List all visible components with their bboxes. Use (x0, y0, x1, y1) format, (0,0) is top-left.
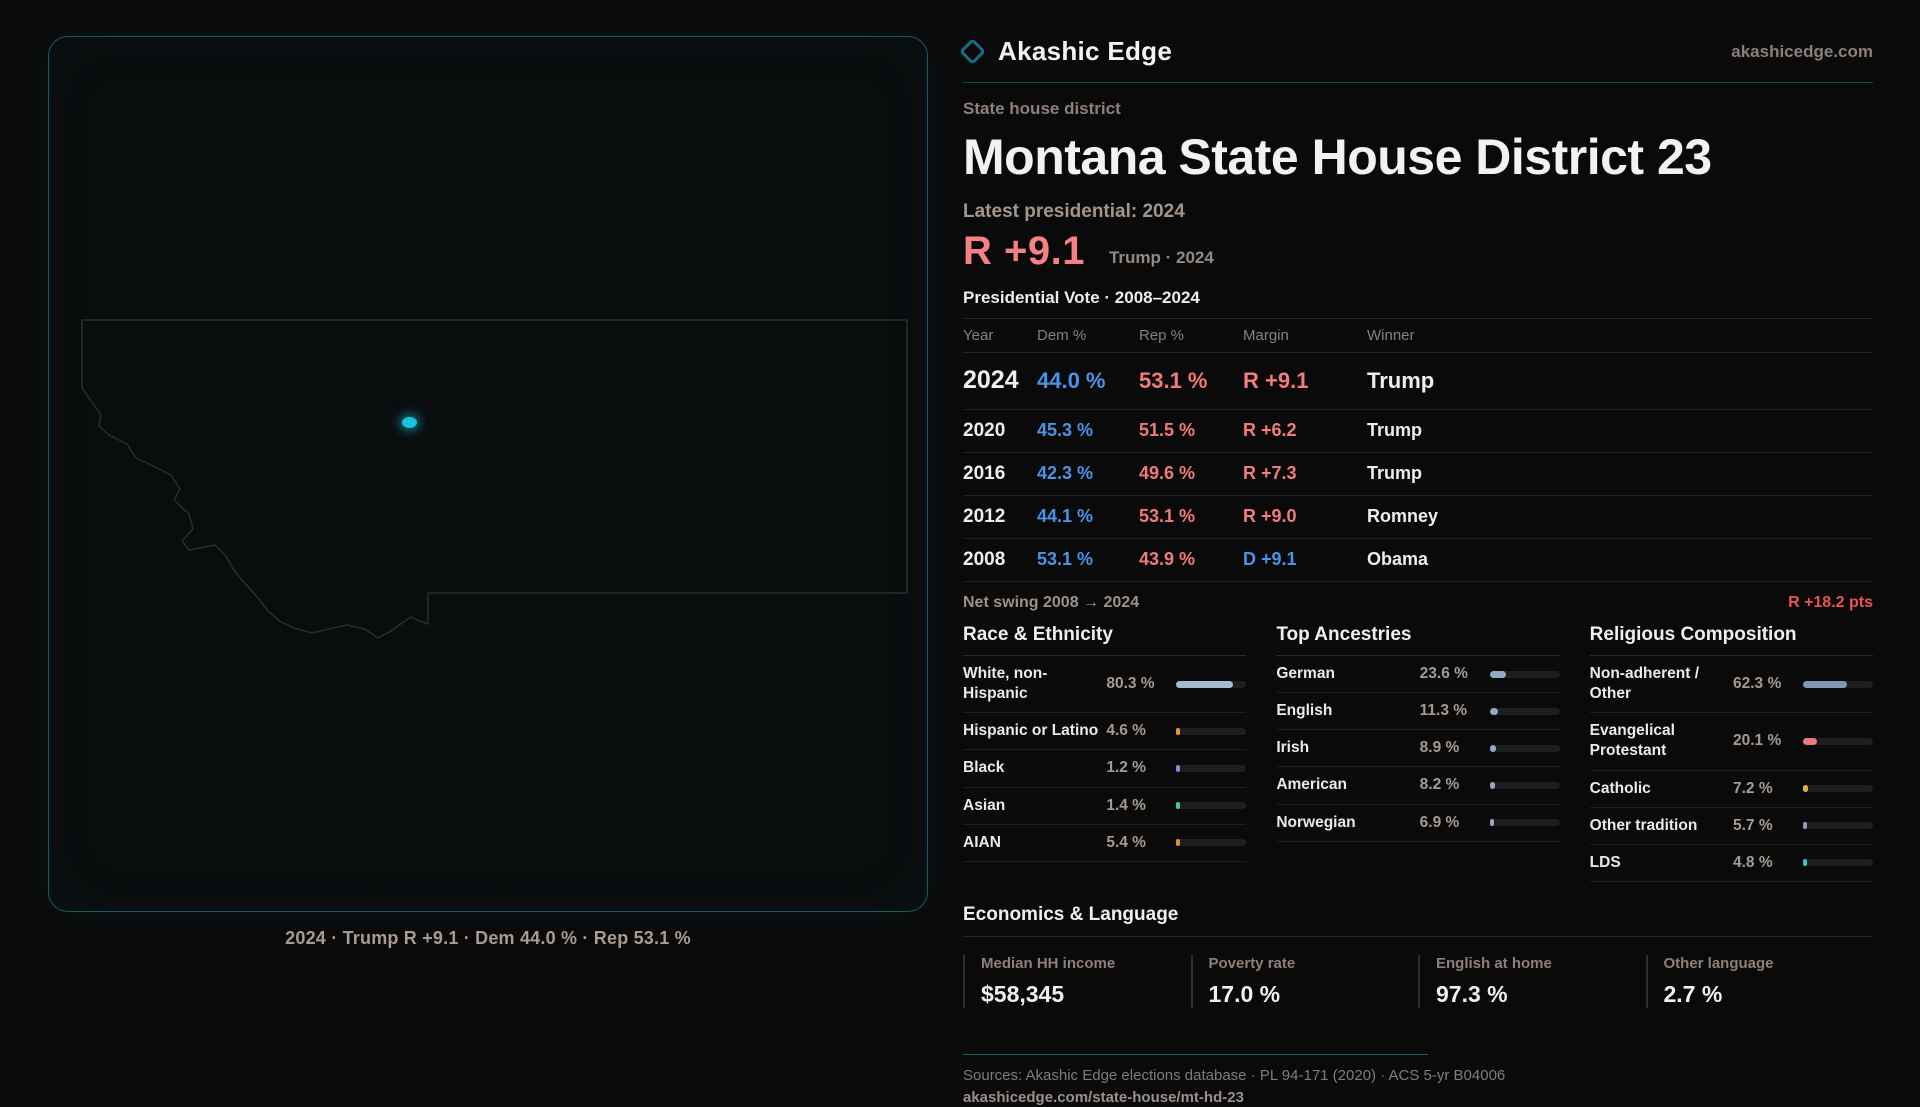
economics-section (963, 904, 1873, 1008)
map-caption: 2024 · Trump R +9.1 · Dem 44.0 % · Rep 53.1 % (285, 928, 691, 948)
vote-table-rows (963, 353, 1873, 582)
page-footer (963, 1054, 1873, 1107)
demo-row (1276, 767, 1559, 804)
cell-margin: D +9.1 (1243, 549, 1297, 569)
montana-state-outline (82, 320, 907, 638)
econ-stat-value: 17.0 % (1208, 980, 1281, 1007)
demo-row (1590, 713, 1873, 770)
cell-winner: Romney (1367, 506, 1439, 526)
demo-value: 5.7 % (1733, 816, 1773, 834)
cell-margin: R +9.0 (1243, 506, 1297, 526)
cell-year: 2016 (963, 463, 1006, 484)
demo-column-race (963, 624, 1246, 862)
cell-year: 2008 (963, 549, 1006, 570)
demo-value: 1.2 % (1106, 759, 1146, 777)
vote-table-row (963, 539, 1873, 582)
demo-column-title: Race & Ethnicity (963, 624, 1246, 656)
econ-stat-label: Median HH income (981, 954, 1116, 972)
demo-column-religion (1590, 624, 1873, 882)
kicker: State house district (963, 99, 1121, 118)
col-dem: Dem % (1037, 327, 1087, 344)
demo-label: AIAN (963, 833, 1001, 851)
demo-row (1276, 730, 1559, 767)
cell-rep-pct: 49.6 % (1139, 463, 1196, 483)
cell-dem-pct: 53.1 % (1037, 549, 1094, 569)
demo-bar (1490, 671, 1560, 678)
demo-row (963, 825, 1246, 862)
demo-value: 20.1 % (1733, 732, 1782, 750)
demo-row (1276, 656, 1559, 693)
demo-label: American (1276, 776, 1347, 794)
site-header (963, 36, 1873, 83)
demo-bar (1490, 708, 1560, 715)
demo-bar-fill (1176, 681, 1232, 688)
vote-table-row (963, 496, 1873, 539)
headline-margin-row (963, 231, 1873, 271)
headline-margin-context: Trump · 2024 (1108, 248, 1214, 267)
headline-margin-value: R +9.1 (963, 229, 1085, 273)
cell-rep-pct: 53.1 % (1139, 368, 1208, 393)
economics-title: Economics & Language (963, 904, 1873, 937)
cell-rep-pct: 43.9 % (1139, 549, 1196, 569)
econ-stat-label: Other language (1663, 954, 1774, 972)
demo-bar (1176, 681, 1246, 688)
demo-bar-fill (1490, 671, 1507, 678)
demo-bar-fill (1176, 765, 1180, 772)
demo-label: English (1276, 702, 1333, 720)
demo-row (1590, 845, 1873, 882)
cell-dem-pct: 42.3 % (1037, 463, 1094, 483)
demo-bar (1803, 822, 1873, 829)
demo-label: Asian (963, 796, 1006, 814)
cell-winner: Trump (1367, 463, 1423, 483)
demo-bar-fill (1176, 728, 1180, 735)
demo-bar-fill (1176, 839, 1180, 846)
brand-name: Akashic Edge (998, 36, 1173, 66)
demo-value: 5.4 % (1106, 833, 1146, 851)
demo-bar-fill (1490, 708, 1498, 715)
demo-label: Norwegian (1276, 813, 1356, 831)
cell-dem-pct: 44.1 % (1037, 506, 1094, 526)
cell-margin: R +7.3 (1243, 463, 1297, 483)
info-panel (963, 36, 1873, 1106)
cell-rep-pct: 51.5 % (1139, 420, 1196, 440)
econ-stat (1418, 955, 1646, 1008)
demo-bar (1176, 765, 1246, 772)
permalink[interactable]: akashicedge.com/state-house/mt-hd-23 (963, 1088, 1244, 1106)
cell-winner: Trump (1367, 368, 1435, 393)
econ-stat-value: 2.7 % (1663, 980, 1723, 1007)
econ-stat-label: Poverty rate (1208, 954, 1296, 972)
demographics-grid (963, 624, 1873, 882)
col-rep: Rep % (1139, 327, 1185, 344)
page-title: Montana State House District 23 (963, 129, 1712, 185)
cell-year: 2020 (963, 420, 1006, 441)
net-swing-value: R +18.2 pts (1788, 594, 1873, 611)
montana-outline-map (49, 37, 929, 913)
demo-label: White, non-Hispanic (963, 665, 1048, 703)
demo-value: 4.6 % (1106, 722, 1146, 740)
demo-bar (1490, 782, 1560, 789)
demo-value: 1.4 % (1106, 796, 1146, 814)
econ-stats (963, 955, 1873, 1008)
brand (963, 36, 1172, 67)
demo-row (1276, 805, 1559, 842)
footer-divider (963, 1054, 1428, 1055)
demo-row (963, 788, 1246, 825)
econ-stat-label: English at home (1436, 954, 1552, 972)
demo-bar (1176, 728, 1246, 735)
econ-stat (1191, 955, 1419, 1008)
demo-bar-fill (1490, 745, 1496, 752)
vote-table-header (963, 318, 1873, 353)
demo-label: LDS (1589, 853, 1621, 871)
demo-value: 8.9 % (1419, 739, 1460, 757)
col-margin: Margin (1243, 327, 1289, 344)
vote-table-row (963, 410, 1873, 453)
demo-bar-fill (1803, 681, 1847, 688)
demo-label: Black (963, 759, 1005, 777)
cell-rep-pct: 53.1 % (1139, 506, 1196, 526)
demo-value: 11.3 % (1419, 702, 1468, 720)
demo-row (1590, 656, 1873, 713)
demo-value: 8.2 % (1419, 776, 1460, 794)
demo-label: German (1276, 665, 1335, 682)
net-swing-row (963, 582, 1873, 614)
demo-column-ancestries (1276, 624, 1559, 842)
col-winner: Winner (1367, 327, 1415, 344)
demo-bar (1803, 859, 1873, 866)
demo-row (1590, 808, 1873, 845)
cell-dem-pct: 45.3 % (1037, 420, 1094, 440)
demo-bar-fill (1490, 782, 1496, 789)
demo-value: 4.8 % (1733, 853, 1773, 871)
demo-bar-fill (1803, 785, 1808, 792)
demo-bar-fill (1803, 738, 1817, 745)
cell-year: 2024 (963, 366, 1019, 394)
demo-value: 80.3 % (1106, 675, 1155, 693)
cell-dem-pct: 44.0 % (1037, 368, 1106, 393)
econ-stat (1646, 955, 1874, 1008)
econ-stat-value: 97.3 % (1436, 980, 1508, 1007)
demo-value: 62.3 % (1733, 675, 1782, 693)
net-swing-label: Net swing 2008 → 2024 (963, 594, 1140, 611)
demo-bar-fill (1176, 802, 1180, 809)
demo-bar (1803, 681, 1873, 688)
demo-value: 7.2 % (1733, 779, 1773, 797)
col-year: Year (963, 327, 994, 344)
site-url-link[interactable]: akashicedge.com (1731, 41, 1873, 61)
demo-row (963, 656, 1246, 713)
demo-row (963, 750, 1246, 787)
demo-label: Catholic (1589, 779, 1651, 797)
demo-value: 6.9 % (1419, 813, 1460, 831)
demo-label: Other tradition (1589, 816, 1698, 834)
demo-bar-fill (1803, 822, 1807, 829)
demo-column-title: Top Ancestries (1276, 624, 1559, 656)
map-panel (48, 36, 928, 912)
econ-stat (963, 955, 1191, 1008)
demo-row (1276, 693, 1559, 730)
demo-bar (1803, 785, 1873, 792)
demo-label: Hispanic or Latino (963, 722, 1099, 740)
demo-row (1590, 771, 1873, 808)
diamond-logo-icon (959, 38, 986, 65)
demo-row (963, 713, 1246, 750)
econ-stat-value: $58,345 (981, 980, 1065, 1007)
cell-year: 2012 (963, 506, 1006, 527)
demo-label: Non-adherent / Other (1589, 665, 1700, 703)
demo-bar (1490, 745, 1560, 752)
cell-winner: Trump (1367, 420, 1423, 440)
vote-table-row (963, 353, 1873, 410)
demo-bar-fill (1803, 859, 1807, 866)
vote-table-title: Presidential Vote · 2008–2024 (963, 288, 1200, 307)
map-section (48, 36, 928, 1080)
sources-line: Sources: Akashic Edge elections database · PL 94-171 (2020) · ACS 5-yr B04006 (963, 1066, 1506, 1084)
cell-winner: Obama (1367, 549, 1429, 569)
demo-bar (1176, 802, 1246, 809)
cell-margin: R +6.2 (1243, 420, 1297, 440)
cell-margin: R +9.1 (1243, 368, 1309, 393)
district-marker-dot (402, 417, 417, 428)
demo-value: 23.6 % (1419, 665, 1468, 683)
demo-bar-fill (1490, 819, 1495, 826)
demo-bar (1490, 819, 1560, 826)
demo-bar (1803, 738, 1873, 745)
vote-table-row (963, 453, 1873, 496)
demo-bar (1176, 839, 1246, 846)
demo-column-title: Religious Composition (1590, 624, 1873, 656)
demo-label: Evangelical Protestant (1589, 722, 1675, 760)
latest-presidential-label: Latest presidential: 2024 (963, 201, 1185, 222)
demo-label: Irish (1276, 739, 1310, 757)
